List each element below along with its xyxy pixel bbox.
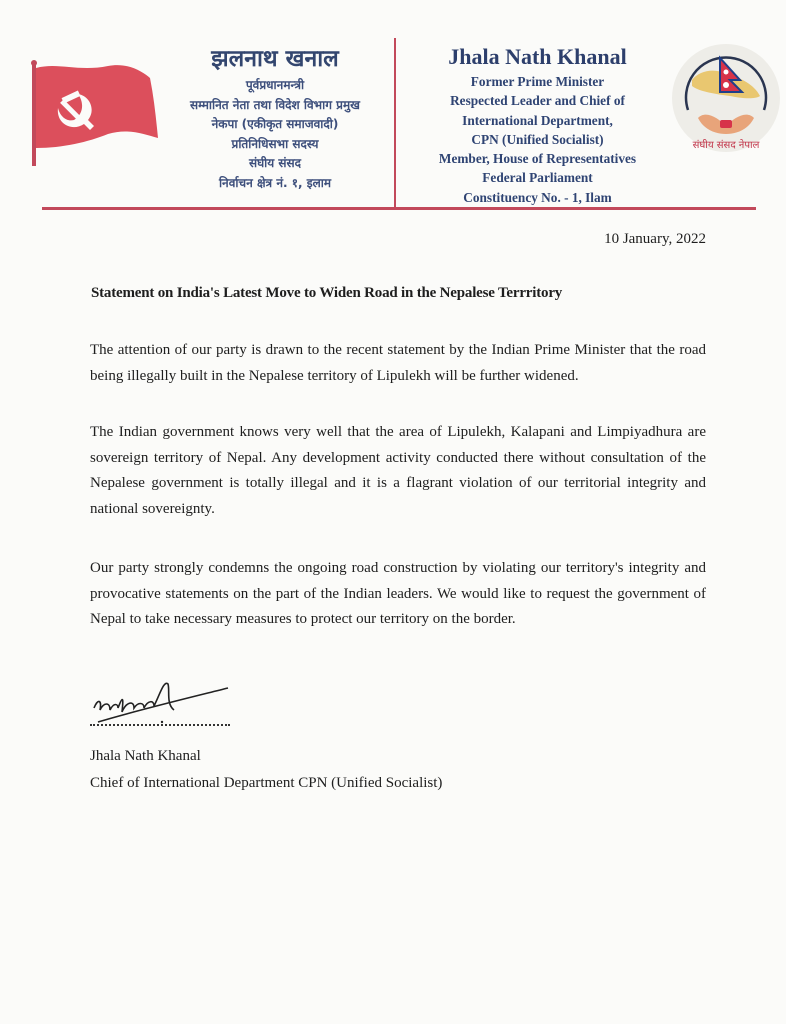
paragraph: The Indian government knows very well that the area of Lipulekh, Kalapani and Limpiyadhura are sovereign territory of Nepal. Any development activity conducted there without consultation of the Nepalese government is totally illegal and it is a flagrant violation of our territorial integrity and national sovereignty.: [90, 424, 706, 517]
nepali-line: पूर्वप्रधानमन्त्री: [245, 78, 305, 92]
letterhead-divider: [394, 38, 396, 209]
english-line: Respected Leader and Chief of: [450, 93, 625, 109]
paragraph: Our party strongly condemns the ongoing road construction by violating our territory's integrity and provocative statements on the part of the Indian leaders. We would like to request the government of Nepal to take necessary measures to protect our territory on the border.: [90, 560, 706, 627]
nepali-line: निर्वाचन क्षेत्र नं. १, इलाम: [218, 175, 332, 190]
party-flag-icon: [18, 58, 168, 168]
english-name: Jhala Nath Khanal: [448, 44, 627, 69]
nepali-line: प्रतिनिधिसभा सदस्य: [231, 136, 319, 151]
english-line: Member, House of Representatives: [438, 151, 637, 167]
english-line: International Department,: [462, 112, 613, 128]
english-line: Constituency No. - 1, Ilam: [463, 189, 612, 205]
signature-icon: [88, 670, 238, 730]
english-line: Former Prime Minister: [470, 74, 605, 89]
statement-title: Statement on India's Latest Move to Widen Road in the Nepalese Terrritory: [91, 285, 563, 301]
parliament-emblem-icon: [670, 40, 782, 158]
letterhead-english: [410, 42, 665, 207]
paragraph: The attention of our party is drawn to the recent statement by the Indian Prime Minister that the road being illegally built in the Nepalese territory of Lipulekh will be further widened.: [90, 342, 706, 384]
letter-date: 10 January, 2022: [604, 231, 706, 247]
nepali-line: नेकपा (एकीकृत समाजवादी): [211, 117, 339, 131]
nepali-line: संघीय संसद: [248, 156, 302, 170]
signatory-title: Chief of International Department CPN (Unified Socialist): [90, 775, 443, 791]
english-line: CPN (Unified Socialist): [471, 131, 604, 147]
nepali-line: सम्मानित नेता तथा विदेश विभाग प्रमुख: [190, 97, 360, 112]
signature-line: [90, 724, 230, 726]
letterhead-rule: [42, 207, 756, 210]
letterhead-nepali: [160, 44, 390, 193]
nepali-name: झलनाथ खनाल: [211, 46, 339, 72]
emblem-caption: संघीय संसद नेपाल: [692, 140, 760, 151]
signatory-name: Jhala Nath Khanal: [90, 748, 201, 764]
english-line: Federal Parliament: [482, 170, 593, 186]
